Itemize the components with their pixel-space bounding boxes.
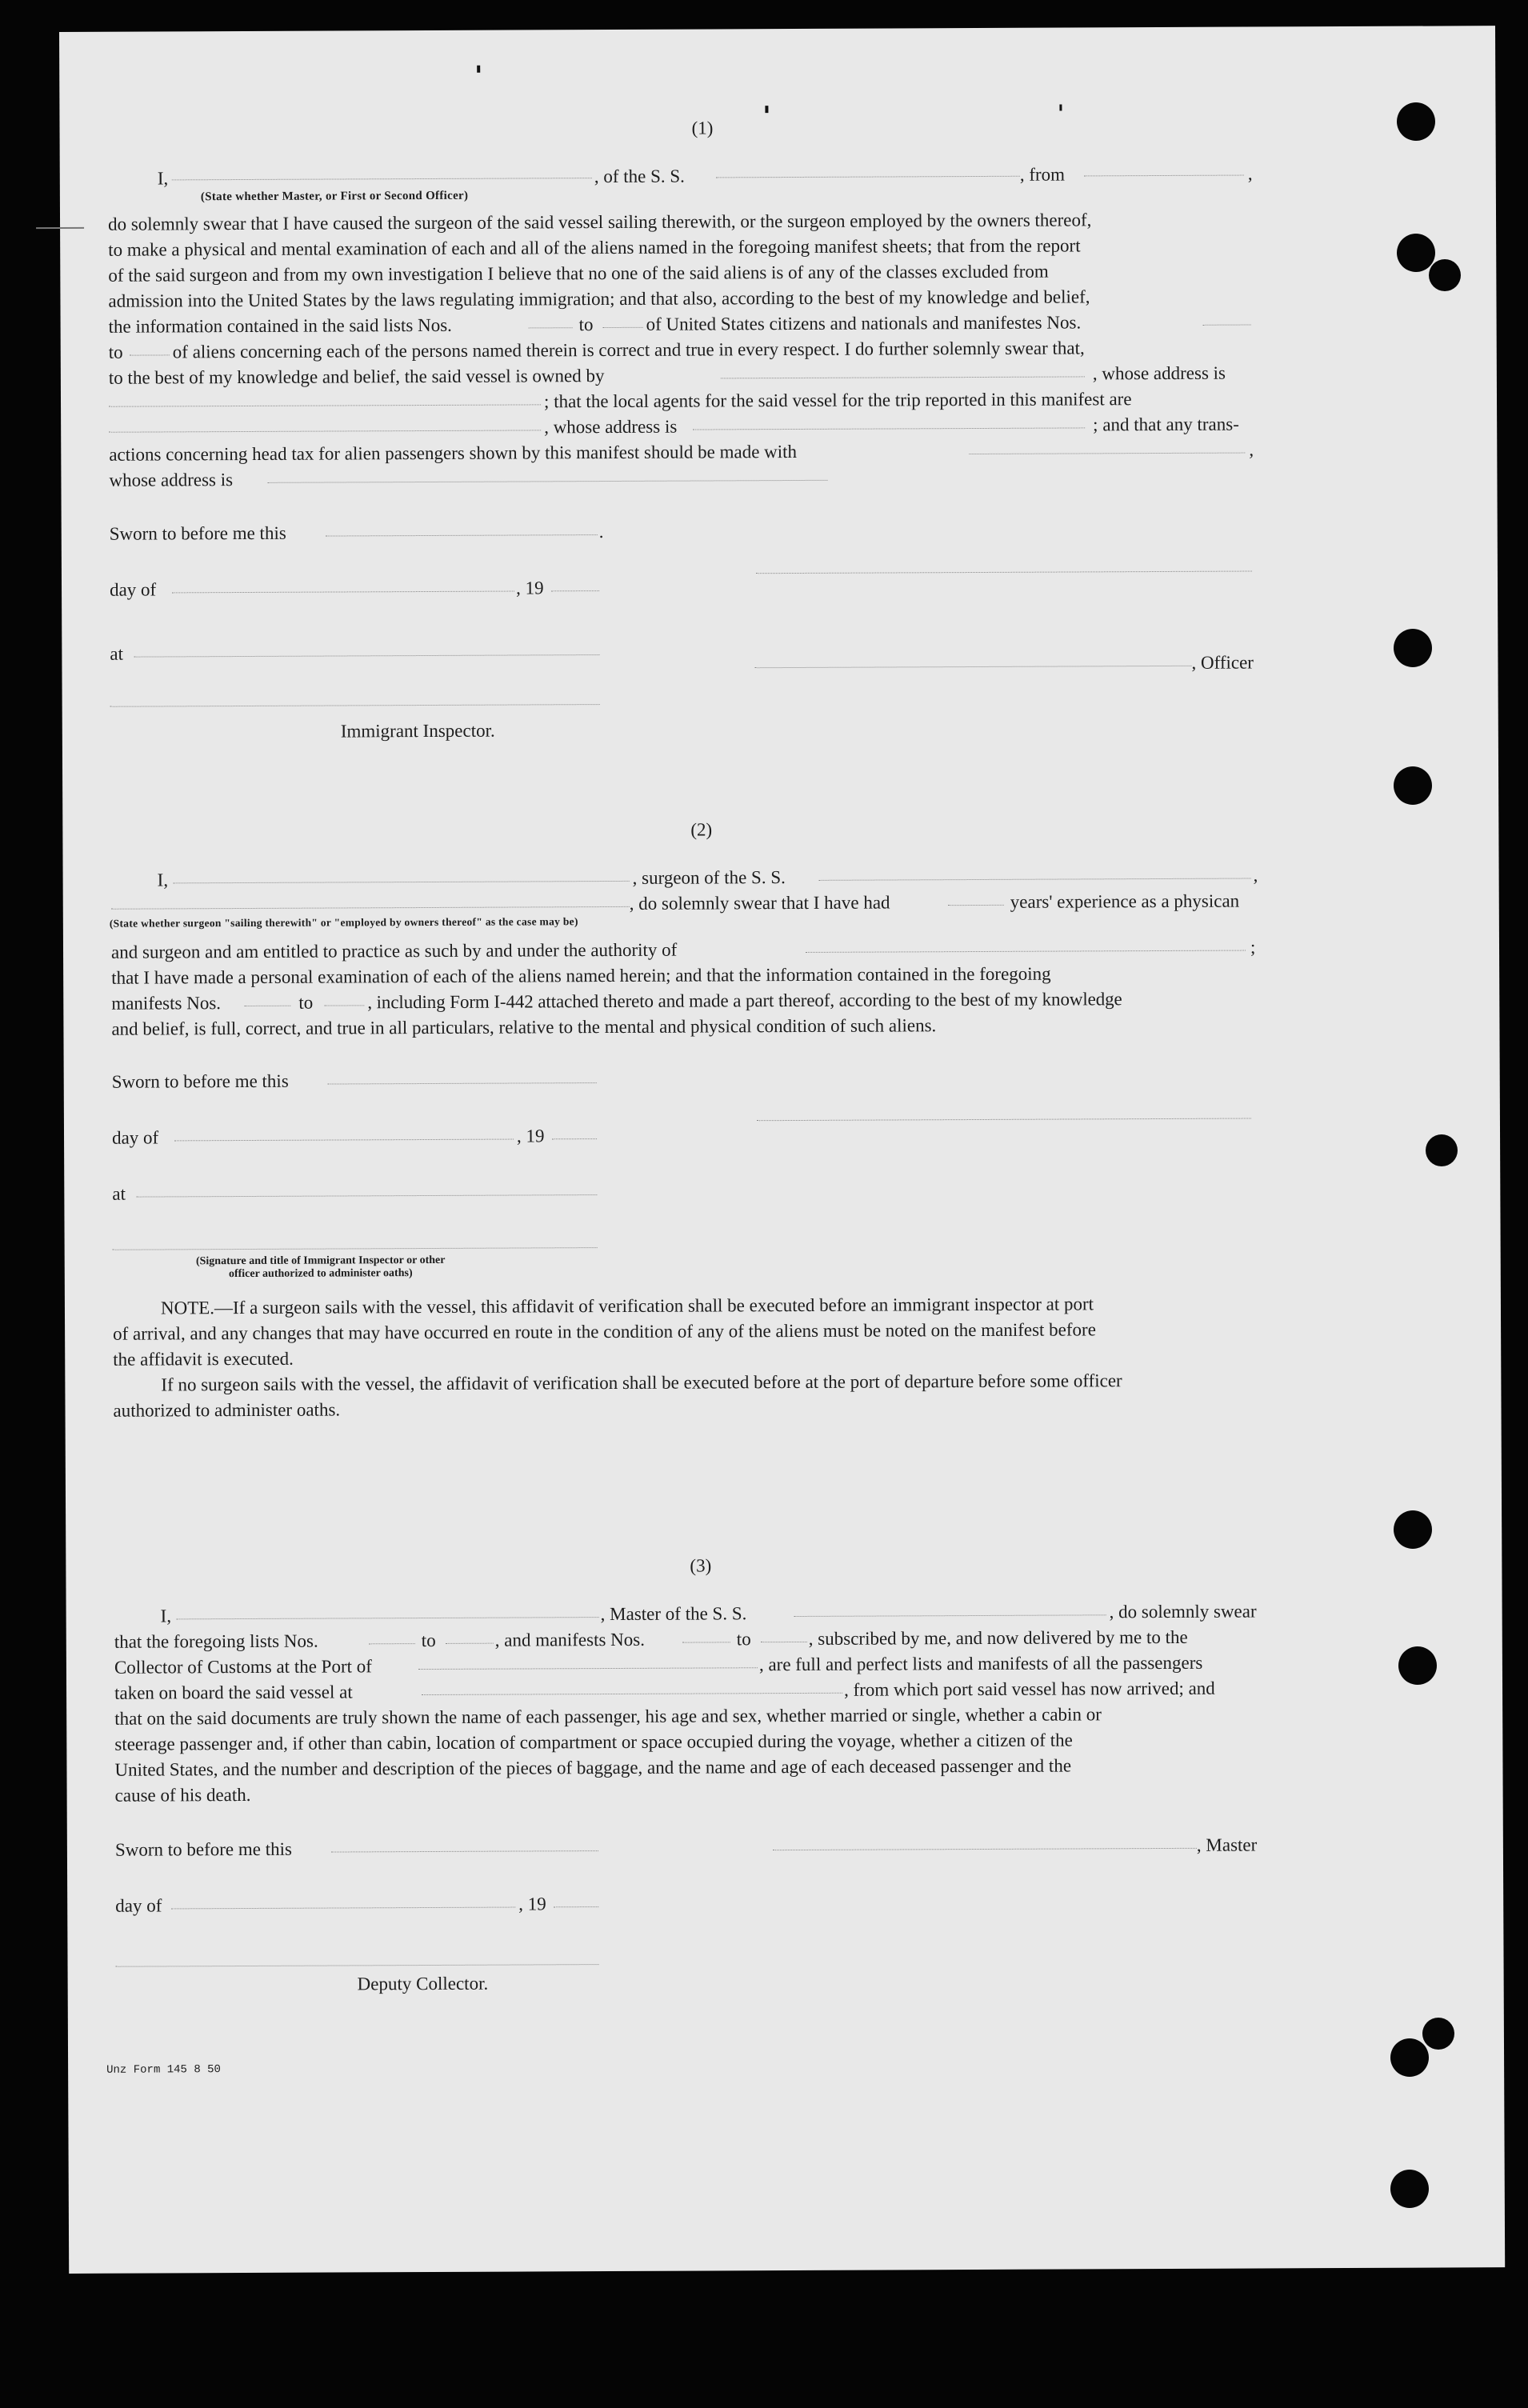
day-of-label: day of [115,1895,162,1916]
line-I: I, [160,1606,172,1626]
owner-blank[interactable] [721,376,1085,378]
punch-hole [1397,234,1435,272]
immigrant-inspector-label: Immigrant Inspector. [340,720,495,742]
manifests-to-blank[interactable] [324,1005,364,1006]
officer-label: , Officer [1191,652,1254,673]
deputy-collector-label: Deputy Collector. [357,1973,489,1994]
sworn-label: Sworn to before me this [109,522,286,544]
sworn-day-blank[interactable] [326,534,598,536]
documents-body: that on the said documents are truly shown the name of each passenger, his age and sex, whether married or single, whether a cabin or steerage passenger and, if other than cabin, location of compartment or space occupied during the voyage, whether a citizen of the United States, and the number and description of the pieces of baggage, and the name and age of each deceased passenger and the [114,1704,1102,1780]
sworn-day-blank[interactable] [328,1082,597,1084]
master-vessel-blank[interactable] [794,1614,1106,1617]
form-number: Unz Form 145 8 50 [106,2063,221,2077]
embark-port-blank[interactable] [422,1693,842,1695]
authority-text: and surgeon and am entitled to practice as such by and under the authority of [110,939,678,962]
form-i442-text: , including Form I-442 attached thereto and made a part thereof, according to the best of my knowledge [367,989,1122,1013]
head-tax-blank[interactable] [969,453,1245,455]
comma: , [1249,439,1254,460]
manifests-nos-label: , and manifests Nos. [494,1629,646,1650]
semicolon: ; [1250,937,1256,958]
years-experience-text: years' experience as a physican [1010,890,1240,912]
surgeon-name-blank[interactable] [174,881,630,883]
year-blank[interactable] [552,1138,597,1139]
head-tax-text: actions concerning head tax for alien passengers shown by this manifest should be made with [109,441,798,465]
note-text-1: NOTE.—If a surgeon sails with the vessel, this affidavit of verification shall be executed before an immigrant inspector at port [160,1294,1094,1318]
punch-hole [1426,1134,1458,1166]
sworn-label: Sworn to before me this [114,1838,292,1860]
to-label-2: to [736,1629,751,1650]
ink-speck [477,66,480,73]
surgeon-signature-blank[interactable] [757,1118,1251,1122]
officer-caption: (State whether Master, or First or Second Officer) [200,189,469,204]
sworn-day-blank[interactable] [331,1850,598,1852]
lists-to-blank[interactable] [446,1643,494,1644]
taken-on-board-label: taken on board the said vessel at [114,1682,353,1703]
punch-hole [1422,2018,1454,2050]
sworn-label: Sworn to before me this [111,1070,289,1092]
inspector-signature-blank[interactable] [113,1247,598,1250]
ink-speck [36,227,84,229]
port-blank[interactable] [418,1667,758,1670]
surgeon-vessel-blank[interactable] [819,878,1251,881]
examination-text: that I have made a personal examination of each of the aliens named herein; and that the information contained in the foregoing [111,963,1051,988]
manifests-to-blank[interactable] [130,354,170,355]
at-label: at [112,1183,126,1204]
aliens-concerning-text: of aliens concerning each of the persons named therein is correct and true in every respect. I do further solemnly swear that, [172,338,1085,362]
year-blank[interactable] [554,1906,598,1907]
punch-hole [1394,1510,1432,1549]
section-3-number: (3) [690,1555,712,1576]
to-label-2: to [108,342,123,362]
day-of-blank[interactable] [171,1907,515,1910]
manifests-nos-label: manifests Nos. [111,993,222,1014]
form-sheet [59,26,1505,2274]
master-name-blank[interactable] [177,1617,599,1619]
surgeon-status-blank[interactable] [111,906,630,910]
officer-blank[interactable] [754,666,1191,668]
from-blank[interactable] [1084,175,1244,177]
note-text-5: authorized to administer oaths. [113,1399,341,1421]
punch-hole [1390,2170,1429,2208]
comma: , [1247,163,1253,184]
whose-address-label-2: whose address is [109,470,234,490]
master-signature-blank[interactable] [773,1848,1197,1850]
note-text-2: of arrival, and any changes that may have occurred en route in the condition of any of the aliens must be noted on the manifest before [113,1319,1096,1344]
day-of-label: day of [109,579,157,600]
year-blank[interactable] [551,590,599,591]
signature-caption: (Signature and title of Immigrant Inspector or other officer authorized to administer oaths) [195,1254,446,1281]
solemnly-swear-text: , do solemnly swear [1109,1601,1257,1622]
punch-hole [1390,2038,1429,2077]
local-agents-text: ; that the local agents for the said vessel for the trip reported in this manifest are [543,389,1132,412]
whose-address-label: , whose address is [1092,362,1226,384]
lists-to-blank[interactable] [603,327,643,328]
ink-speck [1059,105,1062,111]
section-2-number: (2) [690,819,713,840]
of-ss-label: , of the S. S. [594,166,685,187]
inspector-signature-blank[interactable] [110,704,600,707]
at-label: at [110,643,124,664]
note-text-3: the affidavit is executed. [113,1348,294,1370]
port-label: Collector of Customs at the Port of [114,1656,372,1678]
vessel-blank[interactable] [716,176,1020,178]
transactions-text: ; and that any trans- [1093,414,1239,435]
punch-hole [1394,766,1432,805]
surgeon-caption: (State whether surgeon "sailing therewith" or "employed by owners thereof" as the case may be) [109,915,578,930]
manifests-from-blank[interactable] [1203,325,1251,326]
authority-blank[interactable] [806,950,1246,953]
manifests-nos-label: of United States citizens and nationals and manifestes Nos. [646,312,1082,334]
year-label: , 19 [518,1894,546,1914]
to-label: to [298,992,314,1013]
surgeon-of-ss-label: , surgeon of the S. S. [632,867,786,888]
from-label: , from [1019,164,1066,185]
agent-address-label: , whose address is [544,416,678,438]
section-1-number: (1) [691,118,714,138]
agents-blank[interactable] [109,430,541,432]
owned-by-text: to the best of my knowledge and belief, the said vessel is owned by [108,366,605,388]
lists-from-blank[interactable] [369,1643,415,1644]
day-of-blank[interactable] [174,1139,514,1142]
year-label: , 19 [516,1126,545,1146]
day-of-blank[interactable] [172,591,514,594]
lists-nos-label: the information contained in the said lists Nos. [108,314,452,337]
to-label: to [421,1630,436,1651]
punch-hole [1429,259,1461,291]
lists-from-blank[interactable] [529,327,573,328]
full-perfect-text: , are full and perfect lists and manifests of all the passengers [758,1652,1203,1675]
line-I: I, [157,870,169,890]
solemnly-swear-text: , do solemnly swear that I have had [629,892,890,914]
collector-signature-blank[interactable] [116,1964,599,1967]
years-blank[interactable] [948,905,1004,906]
punch-hole [1398,1646,1437,1685]
owner-address-blank[interactable] [109,404,541,406]
belief-text: and belief, is full, correct, and true in all particulars, relative to the mental and physical condition of such aliens. [111,1015,937,1039]
affidavit-body-1: do solemnly swear that I have caused the surgeon of the said vessel sailing therewith, or the surgeon employed by the owners thereof, to make a physical and mental examination of each and all of the aliens named in the foregoing manifest sheets; that from the report of the said surgeon and from my own investigation I believe that no one of the said aliens is of any of the classes excluded from admission into the United States by the laws regulating immigration; and that also, according to the best of my knowledge and belief, [107,210,1092,311]
period: . [598,522,604,542]
to-label: to [578,314,594,335]
punch-hole [1394,629,1432,667]
agent-address-blank[interactable] [693,427,1085,430]
comma: , [1253,865,1258,886]
day-of-label: day of [111,1127,159,1148]
ink-speck [765,106,768,113]
punch-hole [1397,102,1435,141]
master-of-ss-label: , Master of the S. S. [600,1603,747,1625]
master-label: , Master [1196,1834,1258,1855]
subscribed-text: , subscribed by me, and now delivered by me to the [808,1626,1188,1649]
year-label: , 19 [515,578,544,598]
name-blank[interactable] [172,178,592,180]
arrived-text: , from which port said vessel has now arrived; and [843,1678,1215,1700]
at-blank[interactable] [134,654,599,658]
signature-blank[interactable] [756,571,1252,574]
note-text-4: If no surgeon sails with the vessel, the affidavit of verification shall be executed before at the port of departure before some officer [161,1370,1122,1395]
head-tax-address-blank[interactable] [267,480,827,483]
lists-nos-label: that the foregoing lists Nos. [114,1630,318,1652]
line-I: I, [157,168,169,189]
cause-of-death-text: cause of his death. [114,1784,251,1806]
at-blank[interactable] [136,1194,597,1198]
